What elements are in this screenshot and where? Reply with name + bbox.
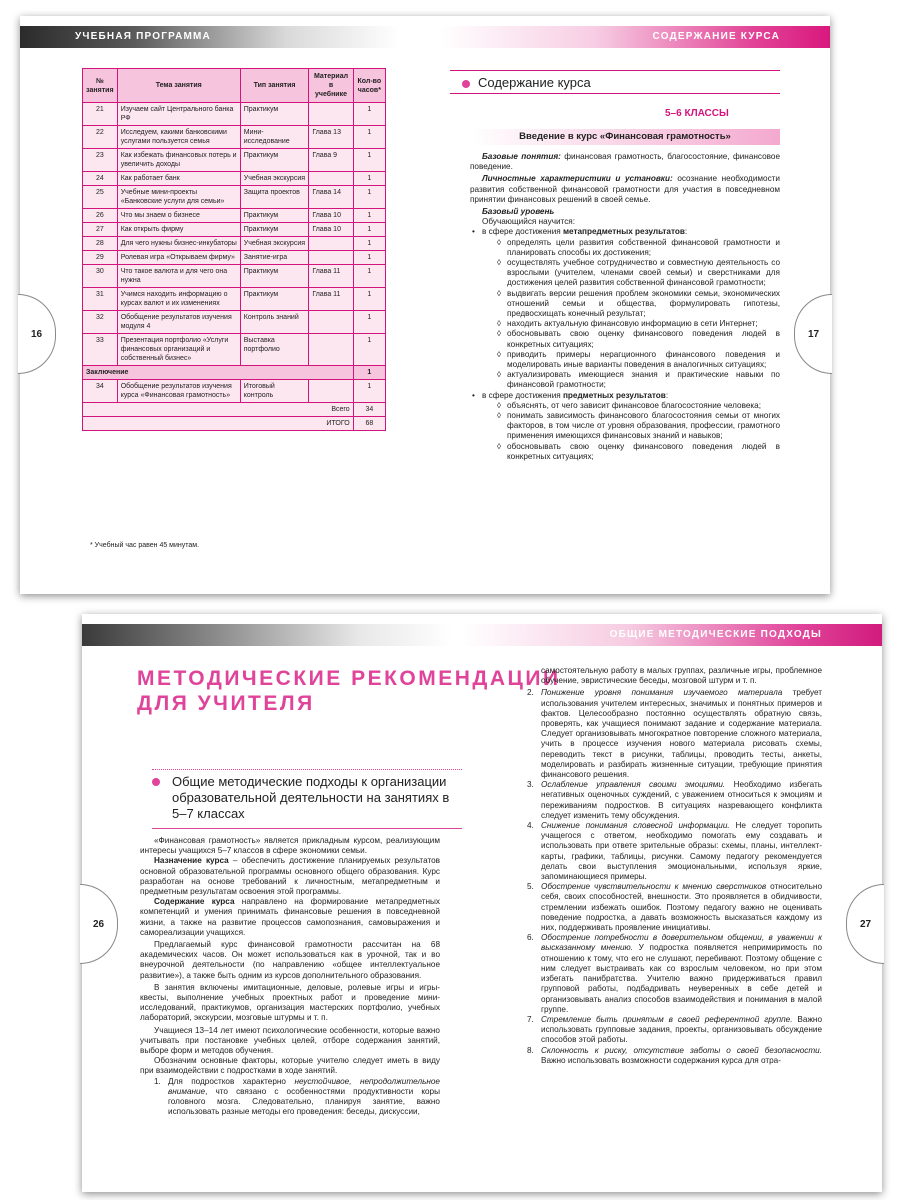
cell-num: 25 [83, 186, 118, 209]
cell-type: Практикум [240, 223, 309, 237]
header-right: СОДЕРЖАНИЕ КУРСА [440, 26, 830, 48]
cell-num: 23 [83, 149, 118, 172]
list-item: 4. Снижение понимания словесной информации. Не следует торопить учащегося с ответом, необходимо помогать ему создавать и использовать при ответе зрительные образы: схемы, планы, интеллект-карты, графики, таблицы, рисунки. Самому педагогу рекомендуется делать свои выступления эмоциональными, используя яркие, запоминающиеся примеры. [527, 821, 823, 882]
cell-topic: Учебные мини-проекты «Банковские услуги для семьи» [117, 186, 240, 209]
cell-hours: 1 [353, 103, 385, 126]
cell-hours: 1 [353, 172, 385, 186]
footnote: * Учебный час равен 45 минутам. [90, 542, 200, 549]
page-number-right: 27 [846, 884, 884, 964]
cell-topic: Что такое валюта и для чего она нужна [117, 265, 240, 288]
right-column-text [470, 152, 780, 462]
header-right: ОБЩИЕ МЕТОДИЧЕСКИЕ ПОДХОДЫ [462, 624, 882, 646]
spread-bottom [82, 614, 882, 1192]
grand-total-row [83, 417, 386, 431]
cell-material: Глава 10 [309, 209, 353, 223]
table-row [83, 172, 386, 186]
cell-material: Глава 9 [309, 149, 353, 172]
sub-list-item: ◊ объяснять, от чего зависит финансовое благосостояние человека; [497, 401, 780, 411]
cell-topic: Как избежать финансовых потерь и увеличить доходы [117, 149, 240, 172]
cell-type: Занятие-игра [240, 251, 309, 265]
cell-type: Мини-исследование [240, 126, 309, 149]
col-header: Тема занятия [117, 69, 240, 103]
table-row [83, 186, 386, 209]
cell-type: Практикум [240, 209, 309, 223]
total-row [83, 403, 386, 417]
cell-hours: 1 [353, 334, 385, 366]
cell-material [309, 251, 353, 265]
list-item: 1. Для подростков характерно неустойчивое, непродолжительное внимание, что связано с особенностями продуктивности коры головного мозга. Следовательно, планируя занятие, важно использовать разные методы его проведения: беседы, дискуссии, [154, 1076, 440, 1117]
cell-hours: 1 [353, 126, 385, 149]
list-item: • в сфере достижения метапредметных результатов: ◊ определять цели развития собственной финансовой грамотности и планировать способы их достижения; ◊ осуществлять учебное сотрудничество и совместную деятельность со взрослыми (учителем, членами своей семьи) и сверстниками для достижения целей развития собственной финансовой грамотности; ◊ выдвигать версии решения проблем экономики семьи, экономических отношений семьи и общества, формулировать гипотезы, предвосхищать конечный результат; ◊ находить актуальную финансовую информацию в сети Интернет; ◊ обосновывать свою оценку финансового поведения людей в конкретных ситуациях; ◊ приводить примеры нерагционного финансового поведения и моделировать иные варианты поведения в аналогичных ситуациях; ◊ актуализировать имеющиеся знания и практические навыки по финансовой грамотности; [470, 227, 780, 390]
subj-sublist [482, 401, 780, 462]
paragraph: В занятия включены имитационные, деловые, ролевые игры и игры-квесты, выполнение учебных проектных работ и проведение мини-исследований, практикумов, организация мастерских портфолио, учебных лабораторий, экскурсии, мозговые штурмы и т. п. [140, 982, 440, 1023]
cell-material [309, 103, 353, 126]
cell-topic: Обобщение результатов изучения модуля 4 [117, 311, 240, 334]
cell-num: 31 [83, 288, 118, 311]
table-row [83, 209, 386, 223]
col-header: Кол-во часов* [353, 69, 385, 103]
cell-hours: 1 [353, 380, 385, 403]
table-row [83, 103, 386, 126]
cell-material: Глава 11 [309, 265, 353, 288]
left-column-text [140, 836, 440, 1117]
will-learn: Обучающийся научится: [482, 217, 575, 227]
cell-type: Практикум [240, 288, 309, 311]
table-row [83, 223, 386, 237]
section-hours: 1 [353, 366, 385, 380]
cell-num: 33 [83, 334, 118, 366]
table-row [83, 126, 386, 149]
table-header-row [83, 69, 386, 103]
bullet-dot-icon [462, 80, 470, 88]
sub-list-item: ◊ находить актуальную финансовую информацию в сети Интернет; [497, 319, 780, 329]
sub-list-item: ◊ обосновывать свою оценку финансового поведения людей в конкретных ситуациях; [497, 442, 780, 462]
cell-topic: Презентация портфолио «Услуги финансовых организаций и собственный бизнес» [117, 334, 240, 366]
spread-top [20, 16, 830, 594]
cell-topic: Учимся находить информацию о курсах валют и их изменениях [117, 288, 240, 311]
list-item: 6. Обострение потребности в доверительном общении, в уважении к высказанному мнению. У подростка появляется непримиримость по отношению к тому, что его не слушают, перебивают. Поэтому общение с ним следует выстраивать как со взрослым человеком, но при этом избегать панибратства. Учителю важно придерживаться правил групповой работы, подбадривать неуверенных в себе детей и организовывать анализ способов взаимодействия и понимания в малой группе. [527, 933, 823, 1014]
paragraph: Назначение курса – обеспечить достижение планируемых результатов основной образовательной программы основного общего образования. Курс разработан на основе требований к личностным, метапредметным и предметным результатам освоения этой программы. [140, 856, 441, 897]
cell-type: Практикум [240, 149, 309, 172]
col-header: Материал в учебнике [309, 69, 353, 103]
intro-heading: Введение в курс «Финансовая грамотность» [470, 129, 780, 145]
cell-type: Выставка портфолио [240, 334, 309, 366]
paragraph: Базовые понятия: финансовая грамотность, благосостояние, финансовое поведение. [470, 152, 780, 172]
cell-type: Практикум [240, 265, 309, 288]
cell-hours: 1 [353, 149, 385, 172]
table-row [83, 334, 386, 366]
grand-value: 68 [353, 417, 385, 431]
level-heading: Базовый уровень [482, 207, 555, 217]
cell-material [309, 237, 353, 251]
cell-hours: 1 [353, 186, 385, 209]
header-left-bar [82, 624, 452, 646]
table-row [83, 149, 386, 172]
numbered-list [527, 688, 822, 1066]
col-header: № занятия [83, 69, 118, 103]
cell-material [309, 172, 353, 186]
table-row [83, 311, 386, 334]
paragraph: Обозначим основные факторы, которые учителю следует иметь в виду при взаимодействии с подростками в ходе занятий. [140, 1056, 440, 1076]
cell-type: Защита проектов [240, 186, 309, 209]
section-heading: Содержание курса [450, 70, 780, 94]
sub-list-item: ◊ обосновывать свою оценку финансового поведения людей в конкретных ситуациях; [497, 329, 780, 349]
cell-material: Глава 13 [309, 126, 353, 149]
paragraph: Предлагаемый курс финансовой грамотности рассчитан на 68 академических часов. Он может использоваться как в урочной, так и во внеурочной деятельности (по направлению «общее интеллектуальное развитие»), а также быть одним из курсов дополнительного образования. [140, 940, 440, 980]
paragraph: Учащиеся 13–14 лет имеют психологические особенности, которые важно учитывать при постановке учебных целей, отборе содержания занятий, выборе форм и методов обучения. [140, 1025, 440, 1056]
cell-topic: Как открыть фирму [117, 223, 240, 237]
cell-type: Практикум [240, 103, 309, 126]
section-row [83, 366, 386, 380]
cell-num: 27 [83, 223, 118, 237]
cell-num: 22 [83, 126, 118, 149]
right-column-text [527, 666, 822, 1066]
table-row [83, 380, 386, 403]
table-row [83, 237, 386, 251]
cell-type: Итоговый контроль [240, 380, 309, 403]
table-row [83, 265, 386, 288]
cell-topic: Исследуем, какими банковскими услугами пользуется семья [117, 126, 240, 149]
paragraph: самостоятельную работу в малых группах, различные игры, проблемное обучение, эвристические беседы, мозговой штурм и т. п. [541, 666, 822, 686]
list-item: 7. Стремление быть принятым в своей референтной группе. Важно использовать групповые задания, проекты, организовывать обсуждение способов этой работы. [527, 1014, 822, 1045]
bullet-dot-icon [152, 778, 160, 786]
cell-hours: 1 [353, 251, 385, 265]
results-list [470, 227, 780, 462]
cell-topic: Обобщение результатов изучения курса «Финансовая грамотность» [117, 380, 240, 403]
page-number-left: 26 [80, 884, 118, 964]
sub-list-item: ◊ актуализировать имеющиеся знания и практические навыки по финансовой грамотности; [497, 370, 780, 390]
list-item: • в сфере достижения предметных результатов: ◊ объяснять, от чего зависит финансовое благосостояние человека; ◊ понимать зависимость финансового благосостояния семьи от многих факторов, в том числе от уровня образования, профессии, грамотного применения имеющихся финансовых знаний и навыков; ◊ обосновывать свою оценку финансового поведения людей в конкретных ситуациях; [470, 391, 780, 462]
paragraph: «Финансовая грамотность» является прикладным курсом, реализующим интересы учащихся 5–7 классов в сфере экономики семьи. [140, 836, 440, 856]
list-item: 2. Понижение уровня понимания изучаемого материала требует использования учителем интересных, значимых и понятных примеров и фактов. Целесообразно постоянно осуществлять обратную связь, проверять, как учащиеся понимают задание и содержание материала. Следует организовывать многократное повторение сложного материала, учить в процессе изучения нового материала рисовать схемы, переводить текст в рисунки, таблицы, проводить тесты, анкеты, моделировать и разбирать жизненные ситуации, требующие принятия финансового решения. [527, 688, 822, 780]
page-title: МЕТОДИЧЕСКИЕ РЕКОМЕНДАЦИИ ДЛЯ УЧИТЕЛЯ [137, 667, 561, 715]
cell-num: 34 [83, 380, 118, 403]
list-item: 3. Ослабление управления своими эмоциями. Необходимо избегать негативных оценочных суждений, с уважением относиться к эмоциям и переживаниям подростков. В ситуациях назревающего конфликта следует изменить тему обсуждения. [527, 780, 822, 820]
cell-material [309, 334, 353, 366]
cell-hours: 1 [353, 311, 385, 334]
sub-list-item: ◊ определять цели развития собственной финансовой грамотности и планировать способы их достижения; [497, 238, 780, 258]
paragraph: Содержание курса направлено на формирование метапредметных компетенций и умения принимать финансовые решения в повседневной жизни, а также на развитие процессов самопознания, самовыражения и самореализации учащихся. [140, 897, 441, 937]
cell-hours: 1 [353, 265, 385, 288]
cell-type: Учебная экскурсия [240, 237, 309, 251]
cell-material [309, 311, 353, 334]
cell-num: 26 [83, 209, 118, 223]
paragraph: Личностные характеристики и установки: осознание необходимости развития собственной финансовой грамотности для участия в повседневном принятии финансовых решений в своей семье. [470, 174, 780, 204]
list-item: 5. Обострение чувствительности к мнению сверстников относительно себя, своих способностей, внешности. Это проявляется в обидчивости, стремлении избежать ошибок. Поэтому педагогу важно не оценивать поведение подростка, а давать возможность высказаться каждому из них, поддерживать проявление инициативы. [527, 882, 822, 933]
cell-topic: Для чего нужны бизнес-инкубаторы [117, 237, 240, 251]
grade-label: 5–6 КЛАССЫ [665, 108, 729, 119]
cell-hours: 1 [353, 288, 385, 311]
cell-material: Глава 11 [309, 288, 353, 311]
schedule-table [82, 68, 386, 431]
cell-material: Глава 14 [309, 186, 353, 209]
cell-material [309, 380, 353, 403]
cell-topic: Как работает банк [117, 172, 240, 186]
sub-list-item: ◊ приводить примеры нерагционного финансового поведения и моделировать иные варианты поведения в аналогичных ситуациях; [497, 350, 780, 370]
sub-list-item: ◊ выдвигать версии решения проблем экономики семьи, экономических отношений семьи и общества, формулировать гипотезы, предвосхищать конечный результат; [497, 289, 780, 320]
divider [152, 769, 462, 770]
cell-num: 24 [83, 172, 118, 186]
cell-num: 30 [83, 265, 118, 288]
cell-num: 29 [83, 251, 118, 265]
cell-topic: Что мы знаем о бизнесе [117, 209, 240, 223]
sub-list-item: ◊ осуществлять учебное сотрудничество и совместную деятельность со взрослыми (учителем, членами своей семьи) и сверстниками для достижения целей развития собственной финансовой грамотности; [497, 258, 780, 289]
header-left: УЧЕБНАЯ ПРОГРАММА [20, 26, 400, 48]
numbered-list [154, 1077, 440, 1118]
cell-type: Учебная экскурсия [240, 172, 309, 186]
table-row [83, 251, 386, 265]
total-label: Всего [83, 403, 354, 417]
meta-sublist [482, 238, 780, 391]
grand-label: ИТОГО [83, 417, 354, 431]
cell-num: 32 [83, 311, 118, 334]
page-number-right: 17 [794, 294, 832, 374]
cell-topic: Ролевая игра «Открываем фирму» [117, 251, 240, 265]
cell-topic: Изучаем сайт Центрального банка РФ [117, 103, 240, 126]
cell-hours: 1 [353, 223, 385, 237]
cell-num: 21 [83, 103, 118, 126]
subsection-heading: Общие методические подходы к организации образовательной деятельности на занятиях в 5–7 классах [152, 774, 462, 829]
sub-list-item: ◊ понимать зависимость финансового благосостояния семьи от многих факторов, в том числе от уровня образования, профессии, грамотного применения имеющихся финансовых знаний и навыков; [497, 411, 780, 442]
section-label: Заключение [83, 366, 354, 380]
col-header: Тип занятия [240, 69, 309, 103]
cell-hours: 1 [353, 237, 385, 251]
cell-num: 28 [83, 237, 118, 251]
cell-type: Контроль знаний [240, 311, 309, 334]
table-row [83, 288, 386, 311]
cell-material: Глава 10 [309, 223, 353, 237]
list-item: 8. Склонность к риску, отсутствие заботы о своей безопасности. Важно использовать возможности содержания курса для отра- [527, 1045, 822, 1065]
page-number-left: 16 [18, 294, 56, 374]
total-value: 34 [353, 403, 385, 417]
cell-hours: 1 [353, 209, 385, 223]
